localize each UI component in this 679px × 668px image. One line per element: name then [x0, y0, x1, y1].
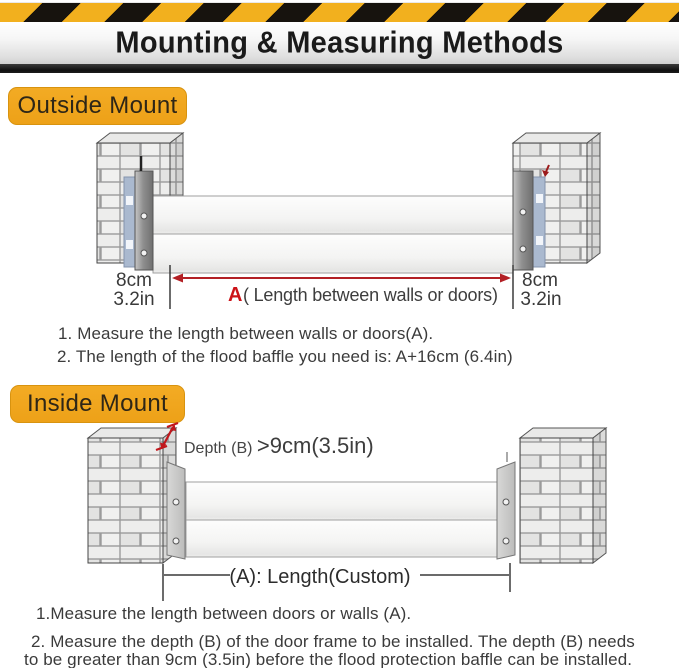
- outside-instruction-2: 2. The length of the flood baffle you need is: A+16cm (6.4in): [57, 347, 513, 366]
- left-gap-in: 3.2in: [113, 289, 155, 310]
- right-side-bracket: [497, 452, 515, 559]
- right-gap-in: 3.2in: [520, 289, 562, 310]
- outside-mount-diagram: [97, 133, 600, 310]
- depth-label: Depth (B): [184, 440, 257, 457]
- right-gap-cm: 8cm: [522, 270, 558, 291]
- inside-instruction-2: 2. Measure the depth (B) of the door frame to be installed. The depth (B) needs: [31, 632, 635, 651]
- outside-instruction-1: 1. Measure the length between walls or doors(A).: [58, 324, 434, 343]
- arrow-left-icon: [172, 274, 183, 283]
- inside-length-dimension: [163, 563, 510, 601]
- right-pillar-inside: [520, 428, 606, 563]
- inside-mount-diagram: [88, 423, 606, 601]
- flood-barrier: [153, 196, 513, 273]
- inside-length-label: (A): Length(Custom): [229, 566, 411, 588]
- left-gap-cm: 8cm: [116, 270, 152, 291]
- depth-dimension-text: [184, 433, 374, 458]
- depth-value: >9cm(3.5in): [256, 433, 374, 458]
- length-a-letter: A: [228, 284, 243, 306]
- flood-barrier-inside: [186, 482, 497, 557]
- inside-mount-badge-label: Inside Mount: [26, 390, 168, 417]
- outside-mount-badge-label: Outside Mount: [17, 92, 178, 119]
- arrow-right-icon: [500, 274, 511, 283]
- left-side-bracket: [167, 462, 185, 559]
- right-mount-channel: [513, 165, 549, 270]
- inside-instruction-1: 1.Measure the length between doors or walls (A).: [36, 604, 412, 623]
- length-a-label: ( Length between walls or doors): [243, 285, 498, 305]
- page-title: Mounting & Measuring Methods: [115, 25, 564, 60]
- inside-instruction-3: to be greater than 9cm (3.5in) before the flood protection baffle can be installed.: [24, 650, 633, 668]
